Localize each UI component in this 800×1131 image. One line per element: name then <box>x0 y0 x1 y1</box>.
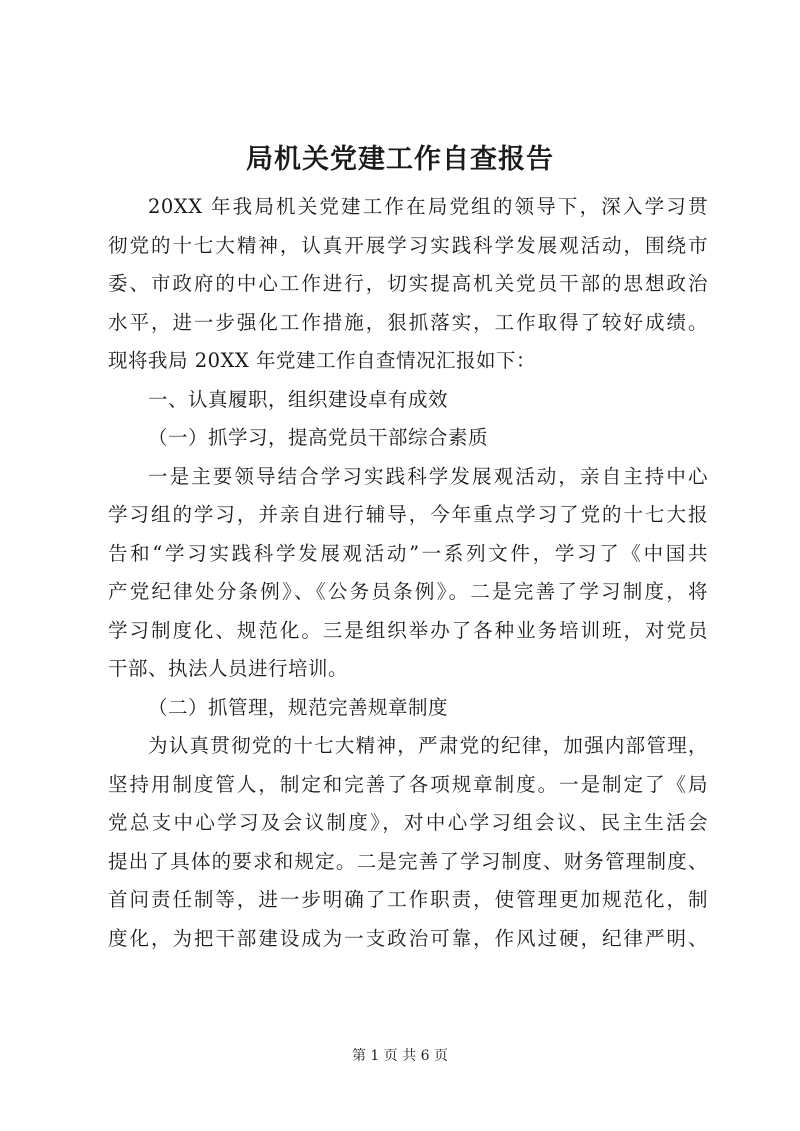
paragraph-line: 提出了具体的要求和规定。二是完善了学习制度、财务管理制度、 <box>108 849 708 873</box>
page-footer: 第 1 页 共 6 页 <box>351 1048 449 1064</box>
paragraph-line: 现将我局 20XX 年党建工作自查情况汇报如下： <box>108 349 536 372</box>
paragraph-line: 产党纪律处分条例》、《公务员条例》。二是完善了学习制度，将 <box>108 580 708 603</box>
paragraph-line: 20XX 年我局机关党建工作在局党组的领导下，深入学习贯 <box>148 195 708 218</box>
paragraph-line: 委、市政府的中心工作进行，切实提高机关党员干部的思想政治 <box>108 272 708 295</box>
paragraph-line: 水平，进一步强化工作措施，狠抓落实，工作取得了较好成绩。 <box>108 310 708 334</box>
paragraph-line: 彻党的十七大精神，认真开展学习实践科学发展观活动，围绕市 <box>108 233 708 257</box>
section-heading: 一、认真履职，组织建设卓有成效 <box>148 387 449 411</box>
paragraph-line: 告和“学习实践科学发展观活动”一系列文件，学习了《中国共 <box>108 541 708 565</box>
paragraph-line: 为认真贯彻党的十七大精神，严肃党的纪律，加强内部管理， <box>148 734 708 757</box>
paragraph-line: 干部、执法人员进行培训。 <box>108 657 349 680</box>
paragraph-line: 学习制度化、规范化。三是组织举办了各种业务培训班，对党员 <box>108 618 708 642</box>
paragraph-line: 一是主要领导结合学习实践科学发展观活动，亲自主持中心 <box>148 464 708 488</box>
subsection-heading: （一）抓学习，提高党员干部综合素质 <box>148 426 489 449</box>
paragraph-line: 度化，为把干部建设成为一支政治可靠，作风过硬，纪律严明、 <box>108 926 708 950</box>
subsection-heading: （二）抓管理，规范完善规章制度 <box>148 695 449 719</box>
paragraph-line: 首问责任制等，进一步明确了工作职责，使管理更加规范化，制 <box>108 888 708 911</box>
paragraph-line: 坚持用制度管人，制定和完善了各项规章制度。一是制定了《局 <box>108 772 708 796</box>
paragraph-line: 党总支中心学习及会议制度》，对中心学习组会议、民主生活会 <box>108 811 708 834</box>
document-body <box>108 188 708 958</box>
document-title: 局机关党建工作自查报告 <box>246 144 554 175</box>
paragraph-line: 学习组的学习，并亲自进行辅导，今年重点学习了党的十七大报 <box>108 503 708 526</box>
